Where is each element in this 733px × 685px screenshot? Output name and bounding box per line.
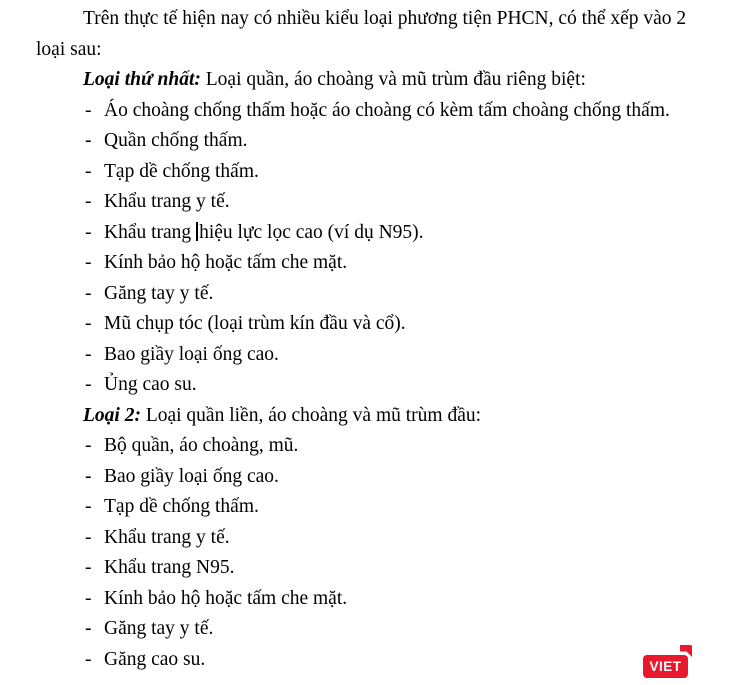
section-1-heading-label: Loại thứ nhất:	[83, 69, 201, 90]
list-item-text: Tạp dề chống thấm.	[104, 160, 259, 182]
bullet-dash: -	[85, 313, 92, 334]
list-item	[36, 309, 701, 340]
section-1-heading	[36, 65, 701, 96]
list-item	[36, 553, 701, 584]
list-item	[36, 370, 701, 401]
list-item-text: Mũ chụp tóc (loại trùm kín đầu và cổ).	[104, 313, 406, 334]
list-item-text: Khẩu trang N95.	[104, 557, 235, 578]
list-item	[36, 340, 701, 371]
text-before-caret: Khẩu trang	[104, 221, 197, 243]
bullet-dash: -	[85, 557, 92, 578]
list-item-text: Kính bảo hộ hoặc tấm che mặt.	[104, 587, 348, 609]
bullet-dash: -	[85, 130, 92, 151]
section-2-heading	[36, 401, 701, 432]
text-after-caret: hiệu lực lọc cao (ví dụ N95).	[199, 221, 424, 243]
bullet-dash: -	[85, 191, 92, 212]
list-item-text: Quần chống thấm.	[104, 130, 248, 151]
list-item	[36, 614, 701, 645]
bullet-dash: -	[85, 99, 92, 121]
section-2-heading-text: Loại quần liền, áo choàng và mũ trùm đầu:	[145, 404, 482, 426]
list-item-text: Tạp dề chống thấm.	[104, 496, 259, 517]
list-item	[36, 218, 701, 249]
list-item	[36, 645, 701, 676]
list-item-text	[104, 218, 424, 249]
list-item-text: Bao giầy loại ống cao.	[104, 343, 279, 365]
text-caret	[196, 222, 198, 241]
bullet-dash: -	[85, 221, 92, 243]
bullet-dash: -	[85, 496, 92, 517]
section-1-heading-text: Loại quần, áo choàng và mũ trùm đầu riêng biệt:	[205, 69, 586, 90]
list-item	[36, 523, 701, 554]
bullet-dash: -	[85, 465, 92, 487]
list-item	[36, 279, 701, 310]
list-item-text: Bộ quần, áo choàng, mũ.	[104, 435, 299, 456]
intro-paragraph: Trên thực tế hiện nay có nhiều kiểu loại phương tiện PHCN, có thể xếp vào 2 loại sau:	[36, 8, 687, 60]
bullet-dash: -	[85, 252, 92, 273]
bullet-dash: -	[85, 343, 92, 365]
list-item	[36, 157, 701, 188]
list-item	[36, 248, 701, 279]
list-item-text: Kính bảo hộ hoặc tấm che mặt.	[104, 252, 348, 273]
viet-logo	[643, 644, 691, 678]
section-2-heading-label: Loại 2:	[83, 404, 141, 426]
list-item	[36, 462, 701, 493]
bullet-dash: -	[85, 282, 92, 304]
list-item-text: Khẩu trang y tế.	[104, 526, 230, 548]
list-item	[36, 584, 701, 615]
list-item	[36, 187, 701, 218]
list-item-text: Áo choàng chống thấm hoặc áo choàng có kèm tấm choàng chống thấm.	[104, 99, 670, 121]
list-item-text: Ủng cao su.	[104, 374, 197, 395]
list-item	[36, 126, 701, 157]
list-item-text: Găng tay y tế.	[104, 618, 214, 639]
bullet-dash: -	[85, 160, 92, 182]
bullet-dash: -	[85, 374, 92, 395]
list-item	[36, 431, 701, 462]
bullet-dash: -	[85, 526, 92, 548]
list-item	[36, 96, 701, 127]
list-item-text: Khẩu trang y tế.	[104, 191, 230, 212]
viet-logo-text: VIET	[643, 655, 688, 678]
list-item-text: Găng cao su.	[104, 648, 206, 670]
bullet-dash: -	[85, 618, 92, 639]
bullet-dash: -	[85, 648, 92, 670]
list-item-text: Găng tay y tế.	[104, 282, 214, 304]
bullet-dash: -	[85, 587, 92, 609]
list-item	[36, 492, 701, 523]
list-item-text: Bao giầy loại ống cao.	[104, 465, 279, 487]
bullet-dash: -	[85, 435, 92, 456]
